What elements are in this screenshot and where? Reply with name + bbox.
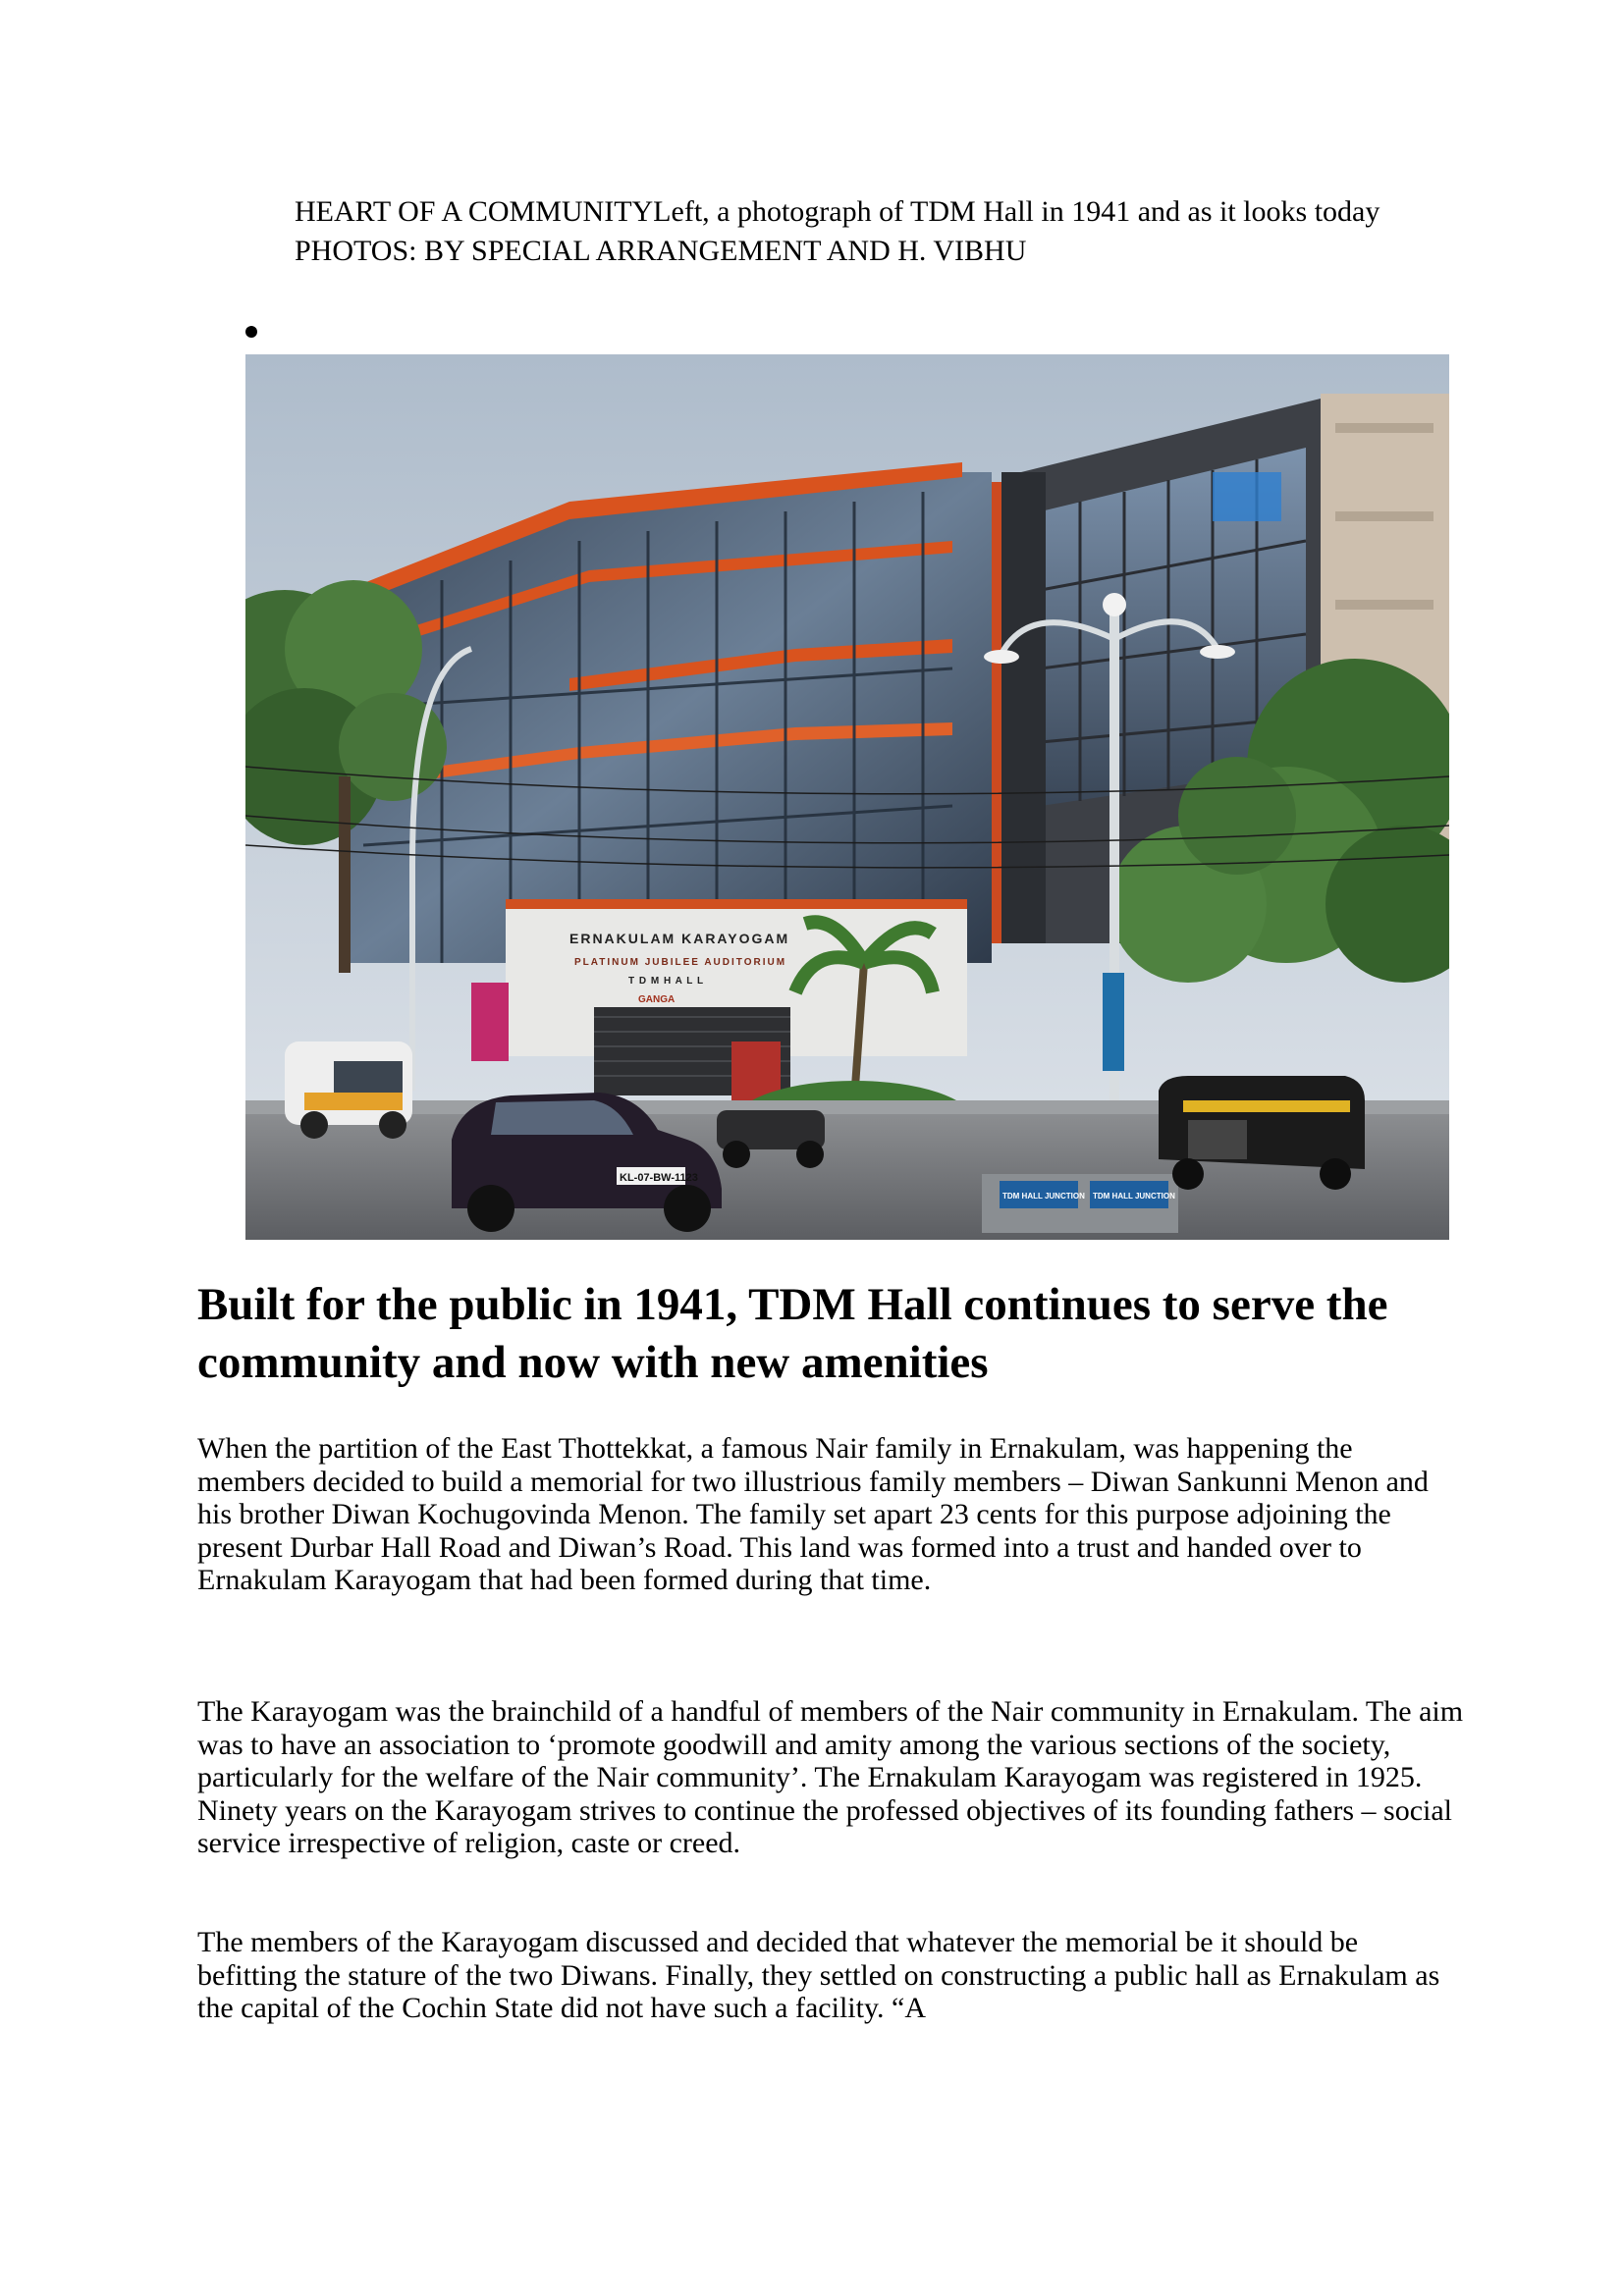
- photo-caption: HEART OF A COMMUNITYLeft, a photograph of TDM Hall in 1941 and as it looks today PHOTOS: BY SPECIAL ARRANGEMENT AND H. VIBHU: [295, 195, 1380, 267]
- sign-line-1: ERNAKULAM KARAYOGAM: [569, 931, 790, 946]
- list-bullet: [245, 326, 257, 338]
- paragraph-1: When the partition of the East Thottekkat, a famous Nair family in Ernakulam, was happening the members decided to build a memorial for two illustrious family members – Diwan Sankunni Menon and his brother Diwan Kochugovinda Menon. The family set apart 23 cents for this purpose adjoining the present Durbar Hall Road and Diwan’s Road. This land was formed into a trust and handed over to Ernakulam Karayogam that had been formed during that time.: [197, 1432, 1429, 1597]
- tdm-hall-photo: [245, 354, 1449, 1240]
- sign-line-3: T D M H A L L: [628, 976, 705, 987]
- article-headline: Built for the public in 1941, TDM Hall continues to serve the community and now with new amenities: [197, 1279, 1388, 1388]
- junction-board-left: TDM HALL JUNCTION: [1002, 1192, 1085, 1201]
- sign-line-4: GANGA: [638, 994, 676, 1005]
- paragraph-3: The members of the Karayogam discussed and decided that whatever the memorial be it should be befitting the stature of the two Diwans. Finally, they settled on constructing a public hall as Ernakulam as the capital of the Cochin State did not have such a facility. “A: [197, 1926, 1440, 2025]
- junction-board-right: TDM HALL JUNCTION: [1093, 1192, 1175, 1201]
- paragraph-2: The Karayogam was the brainchild of a handful of members of the Nair community in Ernakulam. The aim was to have an association to ‘promote goodwill and amity among the various sections of the society, particularly for the welfare of the Nair community’. The Ernakulam Karayogam was registered in 1925. Ninety years on the Karayogam strives to continue the professed objectives of its founding fathers – social service irrespective of religion, caste or creed.: [197, 1695, 1464, 1860]
- sign-line-2: PLATINUM JUBILEE AUDITORIUM: [574, 957, 787, 968]
- number-plate-text: KL-07-BW-1123: [620, 1172, 698, 1184]
- junction-boards: [982, 1174, 1178, 1233]
- white-van: [285, 1041, 412, 1139]
